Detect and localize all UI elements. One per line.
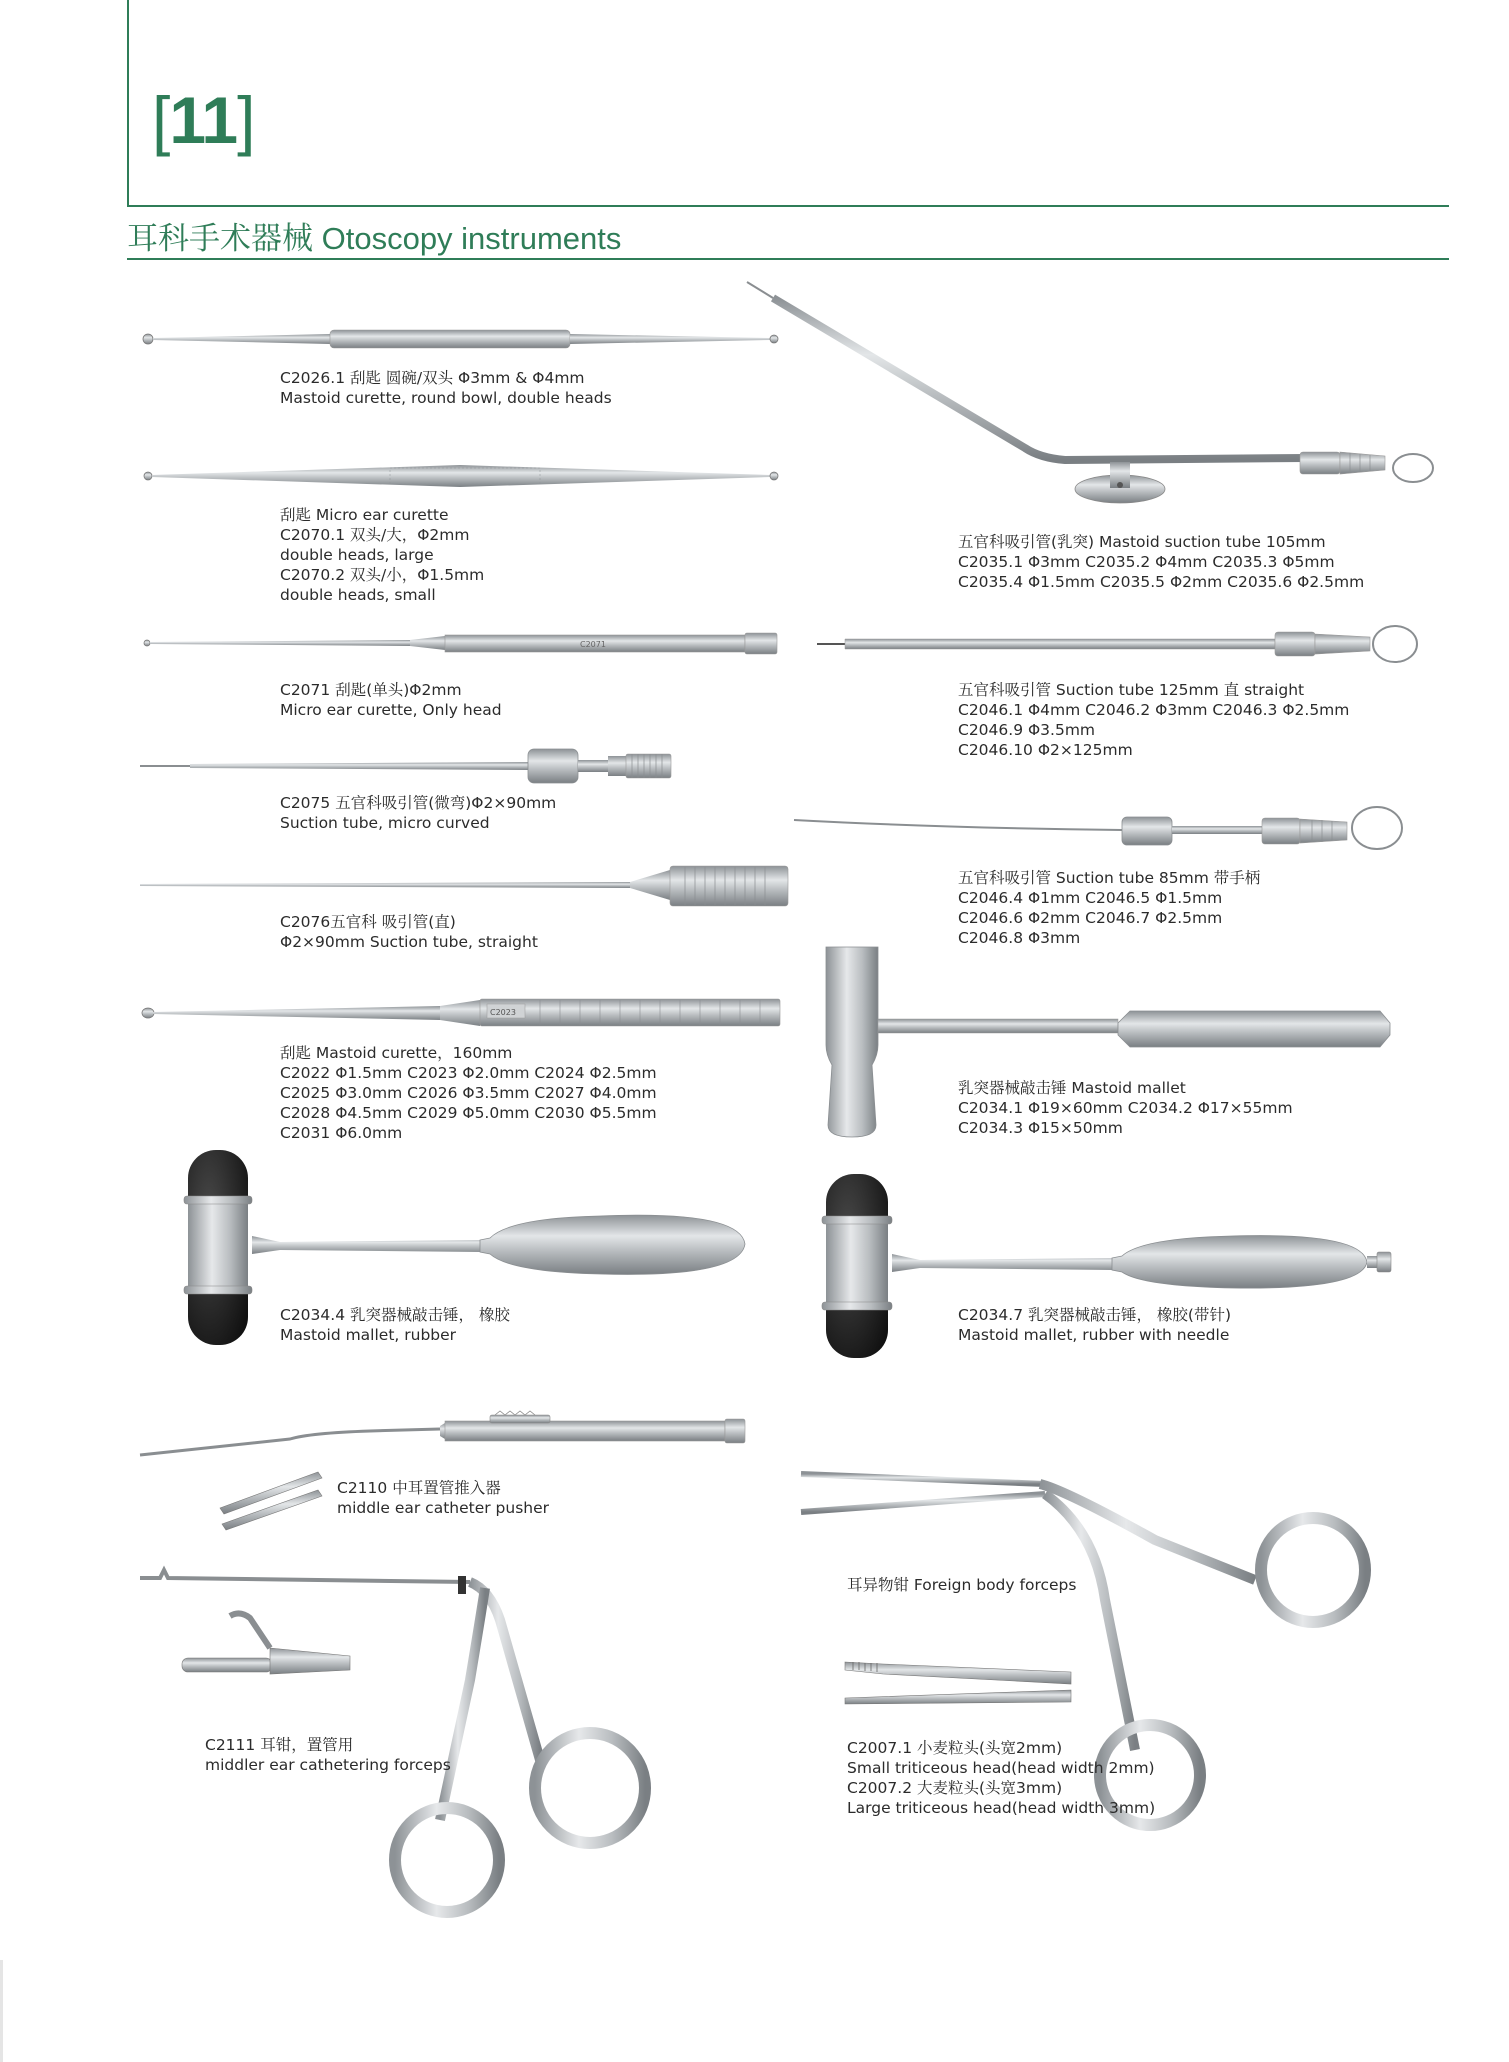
c2071-engraving: C2071: [580, 640, 606, 649]
caption-c2111: C2111 耳钳，置管用 middler ear cathetering forceps: [205, 1736, 451, 1774]
micro-ear-curette-single-image: [140, 632, 790, 656]
mastoid-suction-tube-image: [745, 278, 1445, 518]
mastoid-curette-160-image: [140, 996, 800, 1030]
caption-c2035: 五官科吸引管(乳突) Mastoid suction tube 105mm C2035.1 Φ3mm C2035.2 Φ4mm C2035.3 Φ5mm C2035.4 Φ1.5mm C2035.5 Φ2mm C2035.6 Φ2.5mm: [958, 533, 1365, 591]
caption-foreign-body-forceps: 耳异物钳 Foreign body forceps: [847, 1576, 1077, 1594]
caption-c2046-handle: 五官科吸引管 Suction tube 85mm 带手柄 C2046.4 Φ1mm C2046.5 Φ1.5mm C2046.6 Φ2mm C2046.7 Φ2.5mm C2046.8 Φ3mm: [958, 869, 1261, 947]
caption-c2071: C2071 刮匙(单头)Φ2mm Micro ear curette, Only head: [280, 681, 502, 719]
caption-c2034-4: C2034.4 乳突器械敲击锤， 橡胶 Mastoid mallet, rubber: [280, 1306, 510, 1344]
suction-tube-micro-curved-image: [140, 740, 800, 790]
caption-c2075: C2075 五官科吸引管(微弯)Φ2×90mm Suction tube, micro curved: [280, 794, 557, 832]
catheter-pusher-image: [140, 1395, 760, 1465]
cathetering-forceps-tip-detail: [180, 1608, 355, 1688]
caption-c2034: 乳突器械敲击锤 Mastoid mallet C2034.1 Φ19×60mm C2034.2 Φ17×55mm C2034.3 Φ15×50mm: [958, 1079, 1293, 1137]
header-rule-top: [127, 205, 1449, 207]
triticeous-head-tip-detail: [843, 1650, 1073, 1710]
suction-tube-straight-image: [140, 862, 800, 912]
suction-tube-85-handle-image: [792, 800, 1432, 860]
catheter-pusher-tip-detail: [218, 1468, 328, 1530]
caption-c2070: 刮匙 Micro ear curette C2070.1 双头/大，Φ2mm double heads, large C2070.2 双头/小，Φ1.5mm double heads, small: [280, 506, 485, 604]
suction-tube-125-straight-image: [815, 620, 1425, 670]
page-number: [11]: [152, 83, 255, 157]
page-edge-mark: [0, 1960, 3, 2062]
micro-ear-curette-image: [140, 462, 790, 492]
caption-c2110: C2110 中耳置管推入器 middle ear catheter pusher: [337, 1479, 550, 1517]
caption-c2026: C2026.1 刮匙 圆碗/双头 Φ3mm & Φ4mm Mastoid curette, round bowl, double heads: [280, 369, 612, 407]
mastoid-curette-double-image: [140, 325, 790, 355]
caption-c2022: 刮匙 Mastoid curette，160mm C2022 Φ1.5mm C2023 Φ2.0mm C2024 Φ2.5mm C2025 Φ3.0mm C2026 Φ3.5mm C2027 Φ4.0mm C2028 Φ4.5mm C2029 Φ5.0mm C2030 Φ5.5mm C2031 Φ6.0mm: [280, 1044, 657, 1142]
caption-c2034-7: C2034.7 乳突器械敲击锤， 橡胶(带针) Mastoid mallet, rubber with needle: [958, 1306, 1232, 1344]
caption-c2007: C2007.1 小麦粒头(头宽2mm) Small triticeous head(head width 2mm) C2007.2 大麦粒头(头宽3mm) Large triticeous head(head width 3mm): [847, 1739, 1156, 1817]
header-rule-bottom: [127, 258, 1449, 260]
header-vertical-rule: [127, 0, 129, 206]
caption-c2076: C2076五官科 吸引管(直) Φ2×90mm Suction tube, straight: [280, 913, 538, 951]
c2023-engraving: C2023: [490, 1008, 516, 1017]
page-title: 耳科手术器械 Otoscopy instruments: [127, 221, 622, 256]
caption-c2046-straight: 五官科吸引管 Suction tube 125mm 直 straight C2046.1 Φ4mm C2046.2 Φ3mm C2046.3 Φ2.5mm C2046.9 Φ3.5mm C2046.10 Φ2×125mm: [958, 681, 1350, 759]
